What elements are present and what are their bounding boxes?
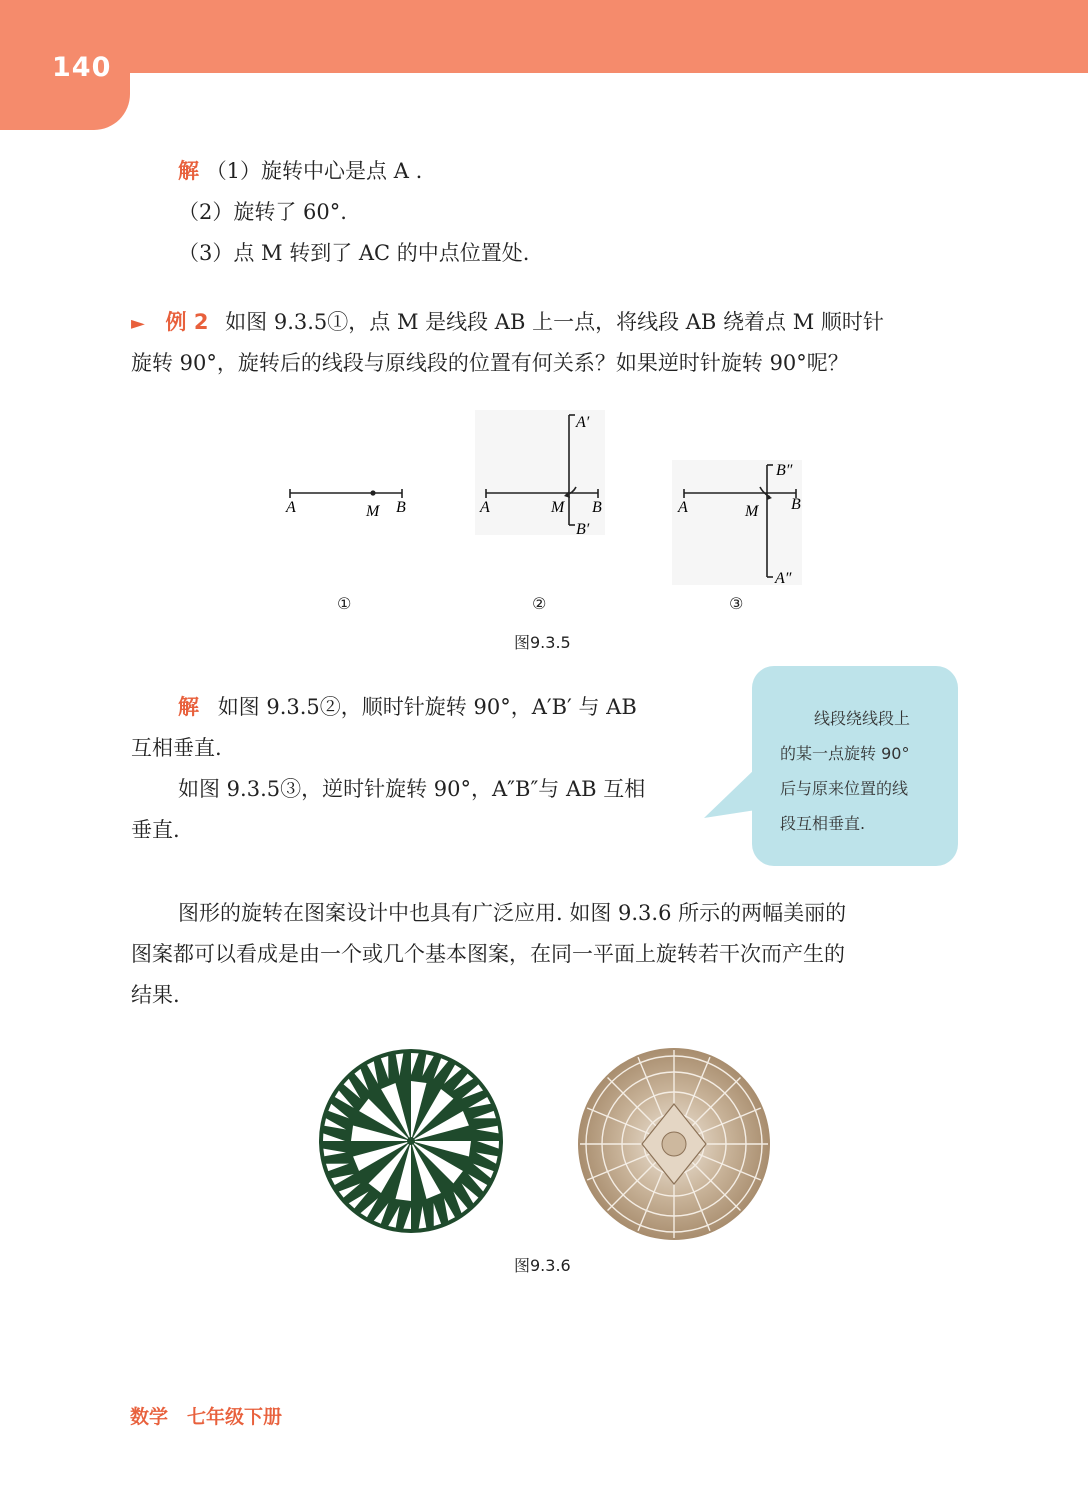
example2-line2: 旋转 90°，旋转后的线段与原线段的位置有何关系？如果逆时针旋转 90°呢？ <box>131 351 849 375</box>
fig1-segment <box>290 489 402 498</box>
fig3-label-a-double: A″ <box>775 570 792 587</box>
fig3-label-a: A <box>678 499 688 516</box>
fig1-label-b: B <box>396 499 406 516</box>
sepia-circle-pattern <box>576 1046 772 1242</box>
solution-marker: 解 <box>178 695 199 719</box>
callout-pointer <box>700 760 760 830</box>
fig2-label-a-prime: A′ <box>576 414 590 431</box>
solution1-line1: 解 （1）旋转中心是点 A . <box>178 159 423 183</box>
fig2-label-m: M <box>551 499 565 516</box>
callout-line3: 后与原来位置的线 <box>780 779 909 798</box>
paragraph-line1: 图形的旋转在图案设计中也具有广泛应用. 如图 9.3.6 所示的两幅美丽的 <box>178 901 847 925</box>
callout-box <box>752 666 958 866</box>
paragraph-line2: 图案都可以看成是由一个或几个基本图案，在同一平面上旋转若干次而产生的 <box>131 942 845 966</box>
figure-9-3-6-caption: 图9.3.6 <box>514 1256 571 1275</box>
fig1-label-a: A <box>286 499 296 516</box>
solution2-line3: 如图 9.3.5③，逆时针旋转 90°，A″B″与 AB 互相 <box>178 777 646 801</box>
green-circle-pattern <box>316 1046 506 1236</box>
solution2-line2: 互相垂直. <box>131 736 222 760</box>
page-number: 140 <box>52 52 112 83</box>
example-marker: 例 2 <box>165 310 209 334</box>
solution-marker: 解 <box>178 159 199 183</box>
fig3-label-b: B <box>791 496 801 513</box>
solution1-line2: （2）旋转了 60°. <box>178 200 347 224</box>
figure-9-3-5-caption: 图9.3.5 <box>514 633 571 652</box>
fig2-label-b: B <box>592 499 602 516</box>
fig2-label-b-prime: B′ <box>576 521 590 538</box>
subfigure-2-label: ② <box>532 594 547 613</box>
solution1-line3: （3）点 M 转到了 AC 的中点位置处. <box>178 241 530 265</box>
callout-line2: 的某一点旋转 90° <box>780 744 910 763</box>
fig3-label-m: M <box>745 503 759 520</box>
callout-line4: 段互相垂直. <box>780 814 866 833</box>
footer-book-title: 数学 七年级下册 <box>130 1406 283 1428</box>
point-m <box>370 490 375 495</box>
paragraph-line3: 结果. <box>131 983 180 1007</box>
triangle-icon: ► <box>131 313 145 334</box>
solution2-line1: 解 如图 9.3.5②，顺时针旋转 90°，A′B′ 与 AB <box>178 695 637 719</box>
header-bar <box>0 0 1088 73</box>
subfigure-1-label: ① <box>337 594 352 613</box>
callout-line1: 线段绕线段上 <box>814 709 911 728</box>
fig2-label-a: A <box>480 499 490 516</box>
fig3-label-b-double: B″ <box>776 462 793 479</box>
example2-line1: ► 例 2 如图 9.3.5①，点 M 是线段 AB 上一点，将线段 AB 绕着点 M 顺时针 <box>131 310 884 334</box>
figure-9-3-5 <box>270 405 830 620</box>
fig1-label-m: M <box>366 503 380 520</box>
subfigure-3-label: ③ <box>729 594 744 613</box>
solution2-line4: 垂直. <box>131 818 180 842</box>
